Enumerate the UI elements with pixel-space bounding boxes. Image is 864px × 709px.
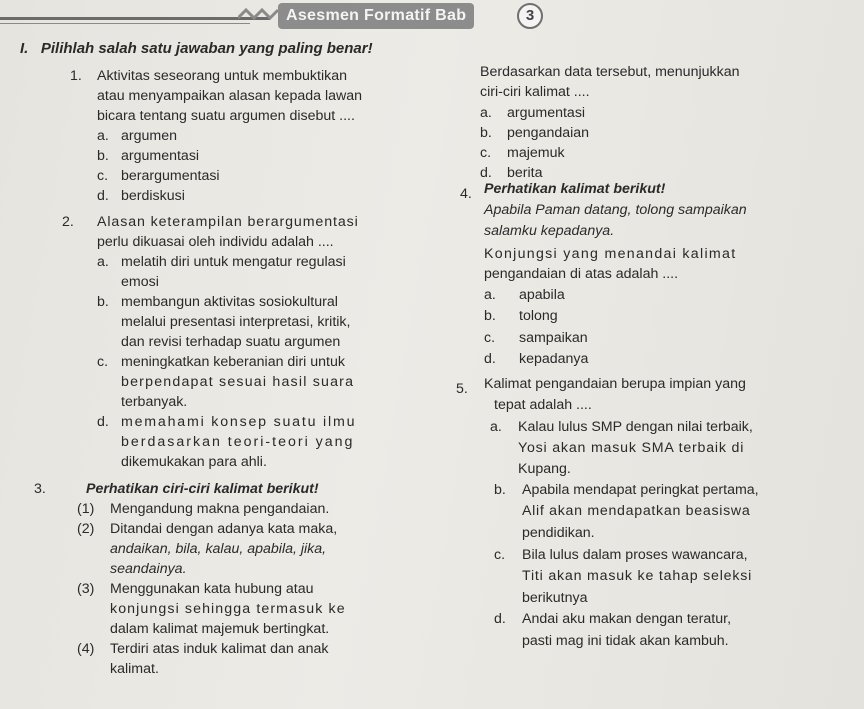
question-number: 5.	[456, 381, 468, 397]
option-text: kepadanya	[519, 351, 589, 367]
option-letter: b.	[97, 294, 109, 310]
option-text-line: melalui presentasi interpretasi, kritik,	[121, 314, 351, 330]
option-letter: d.	[97, 188, 109, 204]
question-text-line: Alasan keterampilan berargumentasi	[97, 214, 359, 230]
option-text-line: berikutnya	[522, 590, 588, 606]
item-number: (4)	[77, 641, 95, 657]
option-text-line: berpendapat sesuai hasil suara	[121, 374, 355, 390]
option-letter: c.	[484, 330, 496, 346]
question-text-line: pengandaian di atas adalah ....	[484, 266, 679, 282]
option-text-line: pendidikan.	[522, 525, 595, 541]
item-number: (1)	[77, 501, 95, 517]
item-text-line: Terdiri atas induk kalimat dan anak	[110, 641, 329, 657]
option-letter: c.	[97, 168, 109, 184]
chapter-number-badge: 3	[517, 3, 543, 29]
option-text-line: dikemukakan para ahli.	[121, 454, 267, 470]
option-letter: d.	[494, 611, 506, 627]
option-text-line: pasti mag ini tidak akan kambuh.	[522, 633, 729, 649]
question-text-line: atau menyampaikan alasan kepada lawan	[97, 88, 363, 104]
option-text-line: Bila lulus dalam proses wawancara,	[522, 547, 748, 563]
header-zigzag-decoration	[238, 6, 278, 26]
option-text-line: berdasarkan teori-teori yang	[121, 434, 355, 450]
question-text-line: bicara tentang suatu argumen disebut ....	[97, 108, 355, 124]
question-text-line: Konjungsi yang menandai kalimat	[484, 246, 737, 262]
item-text-line: konjungsi sehingga termasuk ke	[110, 601, 346, 617]
quoted-sentence-line: Apabila Paman datang, tolong sampaikan	[484, 202, 747, 218]
option-letter: b.	[480, 125, 492, 141]
question-title: Perhatikan ciri-ciri kalimat berikut!	[86, 481, 319, 497]
option-text: majemuk	[507, 145, 565, 161]
option-text-line: Kupang.	[518, 461, 571, 477]
item-text-line: seandainya.	[110, 561, 187, 577]
option-text-line: Kalau lulus SMP dengan nilai terbaik,	[518, 419, 753, 435]
option-text-line: emosi	[121, 274, 159, 290]
option-letter: d.	[480, 165, 492, 181]
option-text-line: meningkatkan keberanian diri untuk	[121, 354, 345, 370]
option-text-line: memahami konsep suatu ilmu	[121, 414, 357, 430]
option-letter: a.	[490, 419, 502, 435]
option-text-line: melatih diri untuk mengatur regulasi	[121, 254, 346, 270]
option-letter: a.	[97, 128, 109, 144]
option-letter: b.	[484, 308, 496, 324]
option-text: argumentasi	[121, 148, 200, 164]
option-text: berdiskusi	[121, 188, 185, 204]
question-text-line: Berdasarkan data tersebut, menunjukkan	[480, 64, 740, 80]
option-letter: b.	[97, 148, 109, 164]
option-letter: b.	[494, 482, 506, 498]
option-letter: c.	[480, 145, 492, 161]
option-letter: a.	[480, 105, 492, 121]
question-text-line: Aktivitas seseorang untuk membuktikan	[97, 68, 347, 84]
option-letter: c.	[494, 547, 506, 563]
question-text-line: ciri-ciri kalimat ....	[480, 84, 590, 100]
item-text-line: dalam kalimat majemuk bertingkat.	[110, 621, 330, 637]
question-number: 1.	[70, 68, 82, 84]
quoted-sentence-line: salamku kepadanya.	[484, 223, 615, 239]
option-letter: a.	[97, 254, 109, 270]
option-text: argumen	[121, 128, 177, 144]
question-number: 3.	[34, 481, 46, 497]
assessment-title: Asesmen Formatif Bab	[278, 3, 474, 29]
option-text-line: membangun aktivitas sosiokultural	[121, 294, 338, 310]
option-letter: d.	[97, 414, 109, 430]
item-text-line: Ditandai dengan adanya kata maka,	[110, 521, 338, 537]
question-title: Perhatikan kalimat berikut!	[484, 181, 666, 197]
section-label: I.	[20, 40, 29, 57]
header-rule-thin	[0, 23, 250, 24]
option-text-line: terbanyak.	[121, 394, 188, 410]
option-text: argumentasi	[507, 105, 586, 121]
option-text: tolong	[519, 308, 558, 324]
item-text-line: Mengandung makna pengandaian.	[110, 501, 330, 517]
option-text: apabila	[519, 287, 565, 303]
item-text-line: andaikan, bila, kalau, apabila, jika,	[110, 541, 327, 557]
section-instruction	[20, 40, 373, 57]
option-text-line: Andai aku makan dengan teratur,	[522, 611, 732, 627]
option-text-line: dan revisi terhadap suatu argumen	[121, 334, 341, 350]
option-letter: c.	[97, 354, 109, 370]
option-letter: a.	[484, 287, 496, 303]
item-text-line: kalimat.	[110, 661, 159, 677]
item-number: (3)	[77, 581, 95, 597]
question-number: 4.	[460, 186, 472, 202]
option-text: sampaikan	[519, 330, 588, 346]
question-text-line: Kalimat pengandaian berupa impian yang	[484, 376, 746, 392]
option-text: berita	[507, 165, 543, 181]
question-text-line: perlu dikuasai oleh individu adalah ....	[97, 234, 334, 250]
header-rule	[0, 17, 270, 20]
option-text-line: Alif akan mendapatkan beasiswa	[522, 503, 751, 519]
option-text: berargumentasi	[121, 168, 220, 184]
option-text: pengandaian	[507, 125, 590, 141]
instruction-text: Pilihlah salah satu jawaban yang paling benar!	[40, 40, 373, 57]
option-text-line: Yosi akan masuk SMA terbaik di	[518, 440, 745, 456]
question-number: 2.	[62, 214, 74, 230]
item-text-line: Menggunakan kata hubung atau	[110, 581, 314, 597]
option-text-line: Apabila mendapat peringkat pertama,	[522, 482, 759, 498]
question-text-line: tepat adalah ....	[494, 397, 592, 413]
item-number: (2)	[77, 521, 95, 537]
option-text-line: Titi akan masuk ke tahap seleksi	[522, 568, 753, 584]
option-letter: d.	[484, 351, 496, 367]
